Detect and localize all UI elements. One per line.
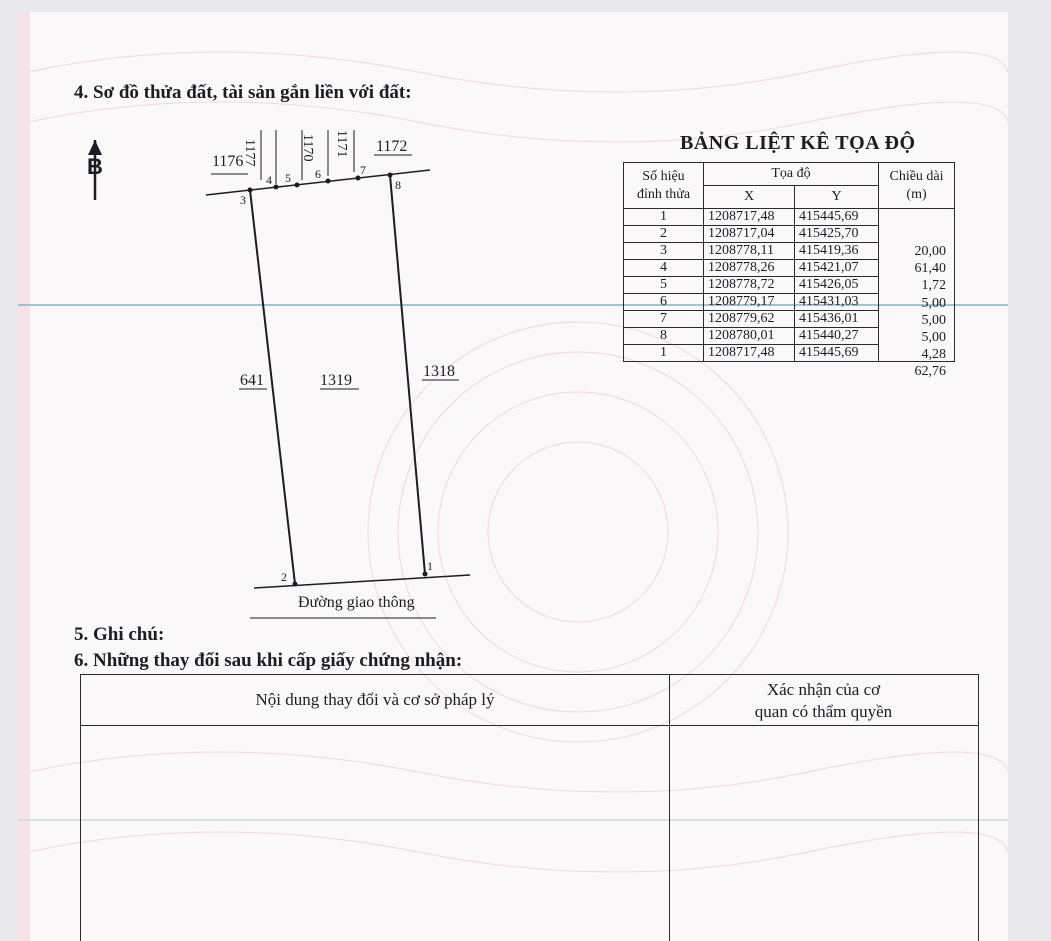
length-column (880, 236, 950, 406)
coord-table-title: BẢNG LIỆT KÊ TỌA ĐỘ (680, 132, 916, 154)
header-point-line1: Số hiệu (642, 168, 685, 184)
vertex-label: 2 (281, 570, 287, 584)
segment-length: 5,00 (921, 295, 946, 311)
cell-y: 415440,27 (795, 328, 879, 345)
vertex-label: 3 (240, 193, 246, 207)
vertex-label: 1 (427, 559, 433, 573)
cell-length-spacer (879, 209, 955, 226)
cell-x: 1208780,01 (704, 328, 795, 345)
parcel-number: 1319 (320, 372, 352, 389)
header-coord: Tọa độ (704, 163, 879, 186)
cell-x: 1208779,17 (704, 294, 795, 311)
cell-point: 8 (624, 328, 704, 345)
north-label: B (87, 154, 103, 179)
segment-length: 5,00 (921, 312, 946, 328)
cell-y: 415419,36 (795, 243, 879, 260)
segment-length: 61,40 (914, 261, 946, 277)
segment-length: 5,00 (921, 330, 946, 345)
col-confirm-line2: quan có thẩm quyền (754, 702, 893, 721)
cell-y: 415436,01 (795, 311, 879, 328)
parcel-diagram (18, 12, 518, 652)
table-header-row (624, 163, 955, 186)
cell-point: 2 (624, 226, 704, 243)
section-4-title: 4. Sơ đồ thửa đất, tài sản gắn liền với đất: (74, 82, 412, 103)
neighbor-641: 641 (240, 372, 264, 389)
cell-y: 415426,05 (795, 277, 879, 294)
certificate-page (18, 12, 1008, 941)
header-point (624, 163, 704, 209)
changes-table (80, 674, 979, 941)
cell-x: 1208778,72 (704, 277, 795, 294)
col-confirm-header (669, 679, 978, 723)
vertex-label: 8 (395, 178, 401, 192)
cell-x: 1208779,62 (704, 311, 795, 328)
neighbor-1177: 1177 (242, 139, 257, 167)
col-confirm-line1: Xác nhận của cơ (766, 680, 881, 699)
cell-point: 6 (624, 294, 704, 311)
header-y: Y (795, 186, 879, 209)
segment-length: 1,72 (921, 278, 946, 294)
cell-x: 1208717,04 (704, 226, 795, 243)
segment-length: 62,76 (914, 364, 946, 380)
vertex-label: 5 (285, 171, 291, 185)
cell-x: 1208717,48 (704, 345, 795, 362)
neighbor-1170: 1170 (300, 134, 315, 162)
header-point-line2: đỉnh thửa (636, 186, 691, 202)
cell-point: 3 (624, 243, 704, 260)
segment-length: 20,00 (914, 244, 946, 259)
cell-y: 415421,07 (795, 260, 879, 277)
col-content-header: Nội dung thay đổi và cơ sở pháp lý (255, 690, 495, 709)
cell-y: 415445,69 (795, 345, 879, 362)
section-6-title: 6. Những thay đổi sau khi cấp giấy chứng nhận: (74, 650, 463, 671)
cell-x: 1208778,11 (704, 243, 795, 260)
road-label: Đường giao thông (298, 594, 415, 611)
cell-y: 415431,03 (795, 294, 879, 311)
cell-x: 1208717,48 (704, 209, 795, 226)
header-x: X (704, 186, 795, 209)
header-length-line1: Chiều dài (889, 168, 944, 184)
segment-length: 4,28 (921, 347, 946, 363)
cell-point: 5 (624, 277, 704, 294)
vertex-label: 4 (266, 173, 272, 187)
neighbor-1172: 1172 (376, 138, 408, 155)
header-length (879, 163, 955, 209)
header-length-line2: (m) (906, 186, 927, 202)
cell-point: 4 (624, 260, 704, 277)
vertex-label: 7 (360, 163, 366, 177)
neighbor-1318: 1318 (423, 363, 455, 380)
cell-x: 1208778,26 (704, 260, 795, 277)
neighbor-1176: 1176 (212, 153, 244, 170)
cell-point: 7 (624, 311, 704, 328)
cell-point: 1 (624, 209, 704, 226)
header-divider (81, 725, 978, 726)
neighbor-1171: 1171 (334, 130, 349, 158)
section-5-title: 5. Ghi chú: (74, 624, 165, 645)
cell-y: 415425,70 (795, 226, 879, 243)
cell-y: 415445,69 (795, 209, 879, 226)
cell-point: 1 (624, 345, 704, 362)
vertex-label: 6 (315, 167, 321, 181)
table-row (624, 209, 955, 226)
